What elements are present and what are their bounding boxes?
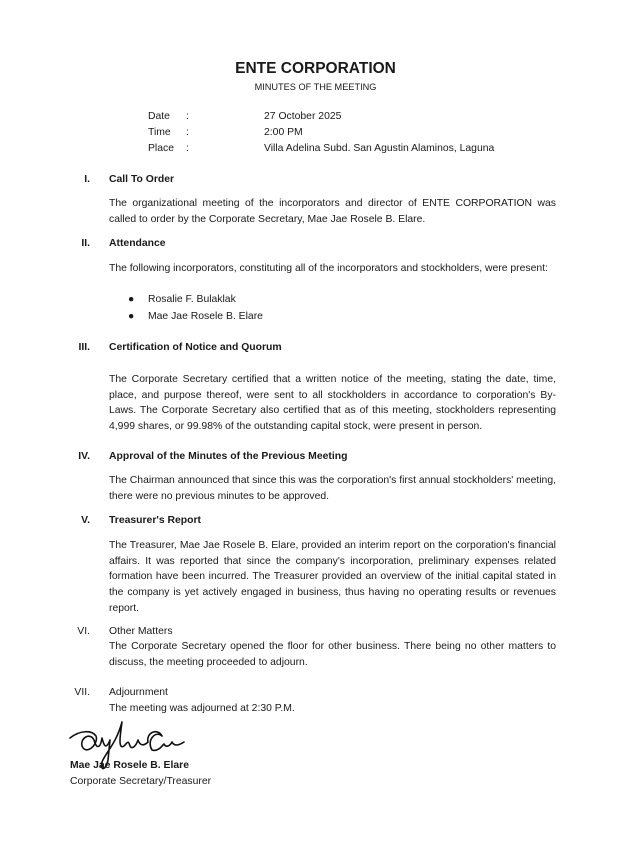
section-heading: Approval of the Minutes of the Previous Meeting — [109, 451, 348, 462]
section-number: V. — [81, 515, 90, 526]
section-heading: Other Matters — [109, 626, 173, 637]
detail-label: Date — [148, 111, 170, 122]
detail-label: Place — [148, 143, 174, 154]
section-number: II. — [81, 238, 90, 249]
section-body: The meeting was adjourned at 2:30 P.M. — [109, 703, 295, 714]
bullet-icon: ● — [128, 311, 135, 322]
detail-label: Time — [148, 127, 171, 138]
section-number: I. — [84, 174, 90, 185]
section-heading: Certification of Notice and Quorum — [109, 342, 282, 353]
section-body: The organizational meeting of the incorporators and director of ENTE CORPORATION was called to order by the Corporate Secretary, Mae Jae Rosele B. Elare. — [109, 198, 556, 225]
detail-value: Villa Adelina Subd. San Agustin Alaminos, Laguna — [264, 143, 495, 154]
detail-value: 2:00 PM — [264, 127, 303, 138]
section-number: IV. — [78, 451, 90, 462]
section-body: The Chairman announced that since this was the corporation's first annual stockholders' meeting, there were no previous minutes to be approved. — [109, 475, 556, 502]
section-number: VII. — [74, 687, 90, 698]
attendee-item: ● Rosalie F. Bulaklak — [128, 292, 236, 309]
section-body: The Treasurer, Mae Jae Rosele B. Elare, provided an interim report on the corporation's financial affairs. It was reported that since the company's incorporation, preliminary expenses related formation have been incurred. The Treasurer provided an overview of the initial capital stated in the company is yet actively engaged in business, thus having no operating results or revenues report. — [109, 540, 556, 614]
section-heading: Treasurer's Report — [109, 515, 201, 526]
section-body: The Corporate Secretary certified that a written notice of the meeting, stating the date, time, place, and purpose thereof, were sent to all stockholders in accordance to corporation's By-Laws. The Corporate Secretary also certified that as of this meeting, stockholders representing 4,999 shares, or 99.98% of the outstanding capital stock, were present in person. — [109, 374, 556, 433]
section-number: III. — [78, 342, 90, 353]
section-body: The following incorporators, constituting all of the incorporators and stockholders, were present: — [109, 263, 548, 274]
signatory-title: Corporate Secretary/Treasurer — [70, 776, 212, 787]
section-body: The Corporate Secretary opened the floor for other business. There being no other matters to discuss, the meeting proceeded to adjourn. — [109, 641, 556, 668]
signatory-name: Mae Jae Rosele B. Elare — [70, 760, 189, 771]
company-title: ENTE CORPORATION — [235, 60, 396, 77]
detail-separator: : — [186, 111, 189, 122]
detail-separator: : — [186, 127, 189, 138]
attendee-item: ● Mae Jae Rosele B. Elare — [128, 309, 263, 326]
detail-value: 27 October 2025 — [264, 111, 342, 122]
section-heading: Call To Order — [109, 174, 175, 185]
section-heading: Attendance — [109, 238, 166, 249]
section-heading: Adjournment — [109, 687, 168, 698]
detail-separator: : — [186, 143, 189, 154]
bullet-icon: ● — [128, 294, 135, 305]
document-subtitle: MINUTES OF THE MEETING — [254, 82, 377, 92]
section-number: VI. — [77, 626, 90, 637]
